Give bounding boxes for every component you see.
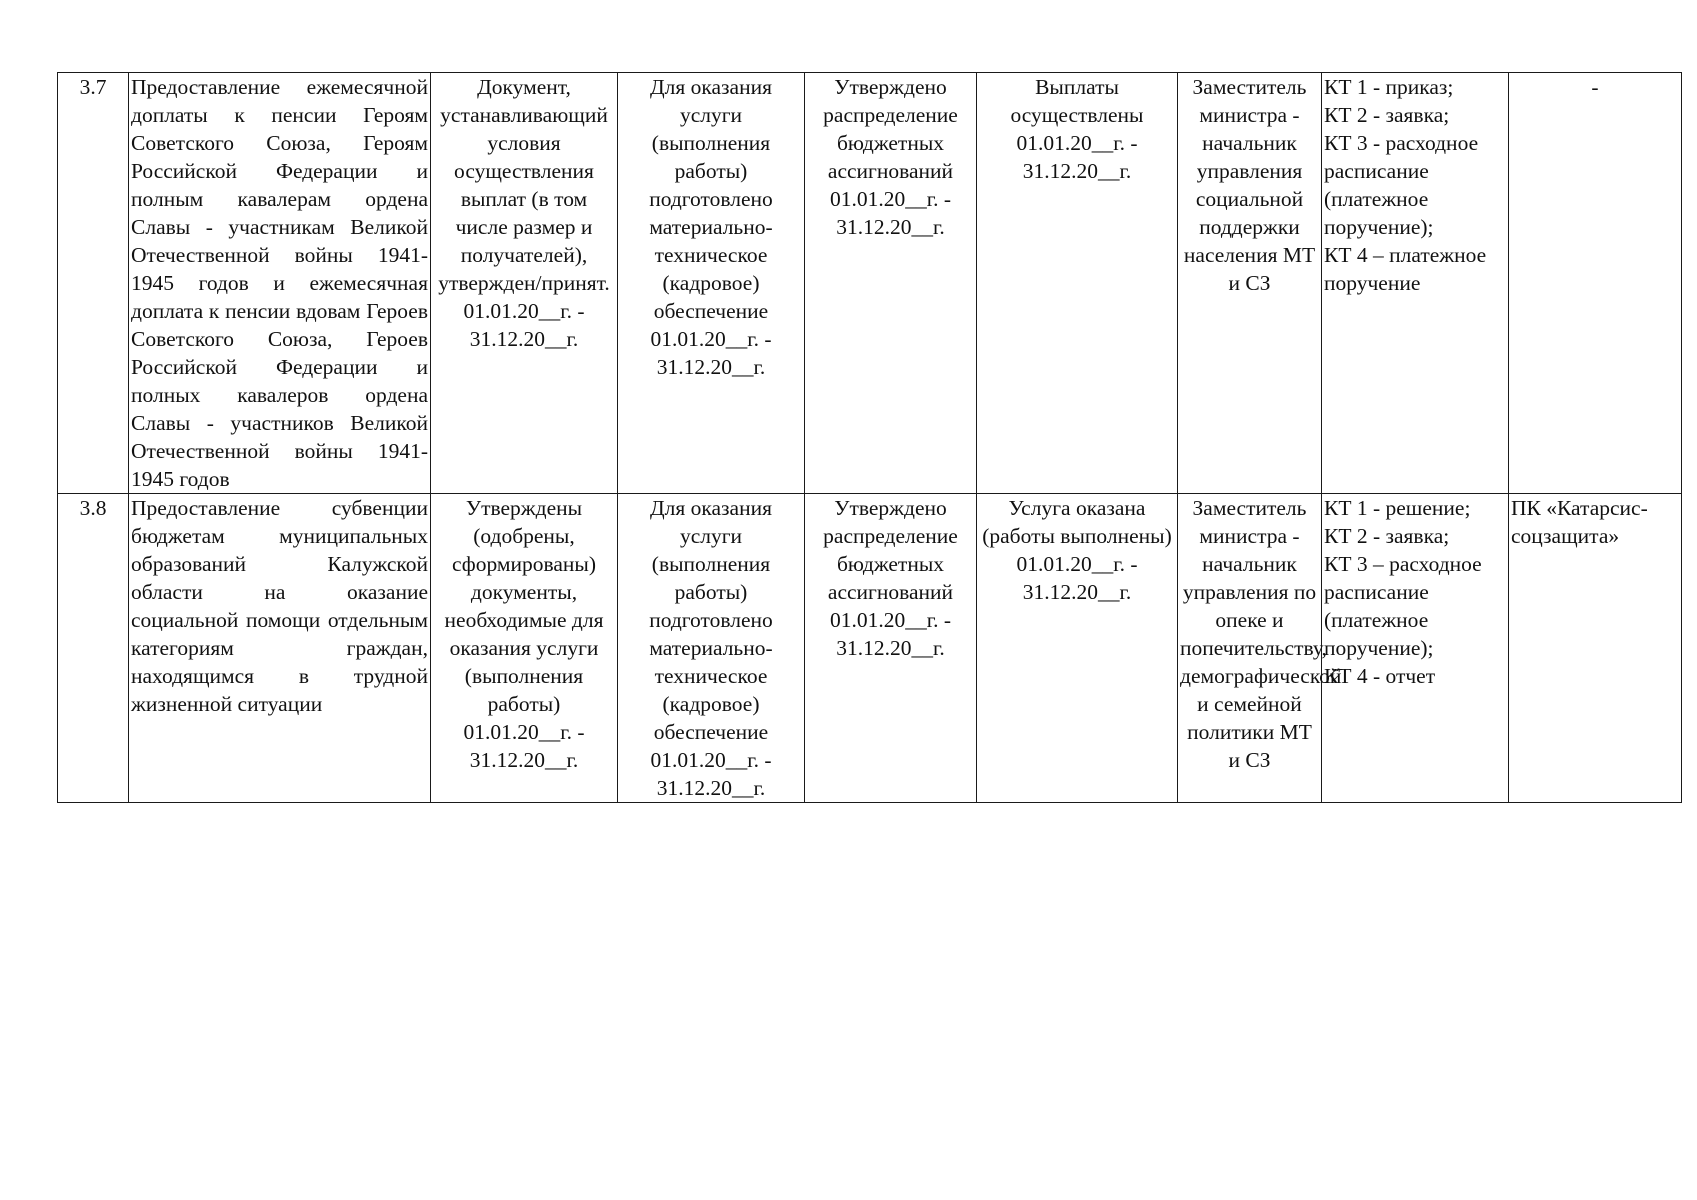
checkpoint-item: КТ 1 - приказ; [1324,75,1454,99]
preparation-cell: Для оказания услуги (выполнения работы) подготовлено материально-техническое (кадровое) обеспечение 01.01.20__г. - 31.12.20__г. [618,73,805,494]
checkpoint-item: КТ 4 – платежное поручение [1324,243,1487,295]
checkpoint-item: КТ 4 - отчет [1324,664,1436,688]
measure-name: Предоставление ежемесячной доплаты к пенсии Героям Советского Союза, Героям Российской Федерации и полным кавалерам ордена Славы - участникам Великой Отечественной войны 1941-1945 годов и ежемесячная доплата к пенсии вдовам Героев Советского Союза, Героев Российской Федерации и полных кавалеров ордена Славы - участников Великой Отечественной войны 1941-1945 годов [129,73,431,494]
result-cell: Услуга оказана (работы выполнены) 01.01.20__г. - 31.12.20__г. [977,494,1178,803]
responsible-cell: Заместитель министра - начальник управления по опеке и попечительству, демографической и семейной политики МТ и СЗ [1178,494,1322,803]
budget-cell: Утверждено распределение бюджетных ассигнований 01.01.20__г. - 31.12.20__г. [805,494,977,803]
table-row [58,494,1682,803]
checkpoints-cell [1322,494,1509,803]
budget-cell: Утверждено распределение бюджетных ассигнований 01.01.20__г. - 31.12.20__г. [805,73,977,494]
checkpoints-cell [1322,73,1509,494]
checkpoint-item: КТ 1 - решение; [1324,496,1471,520]
preparation-cell: Для оказания услуги (выполнения работы) подготовлено материально-техническое (кадровое) обеспечение 01.01.20__г. - 31.12.20__г. [618,494,805,803]
checkpoint-item: КТ 3 – расходное расписание (платежное поручение); [1324,552,1482,660]
document-cell: Утверждены (одобрены, сформированы) документы, необходимые для оказания услуги (выполнения работы) 01.01.20__г. - 31.12.20__г. [431,494,618,803]
checkpoint-item: КТ 2 - заявка; [1324,103,1450,127]
document-cell: Документ, устанавливающий условия осуществления выплат (в том числе размер и получателей), утвержден/принят. 01.01.20__г. - 31.12.20__г. [431,73,618,494]
table-row [58,73,1682,494]
system-cell: ПК «Катарсис-соцзащита» [1509,494,1682,803]
checkpoint-item: КТ 3 - расходное расписание (платежное поручение); [1324,131,1479,239]
row-number: 3.8 [58,494,129,803]
result-cell: Выплаты осуществлены 01.01.20__г. - 31.12.20__г. [977,73,1178,494]
measure-name: Предоставление субвенции бюджетам муниципальных образований Калужской области на оказание социальной помощи отдельным категориям граждан, находящимся в трудной жизненной ситуации [129,494,431,803]
checkpoint-item: КТ 2 - заявка; [1324,524,1450,548]
responsible-cell: Заместитель министра - начальник управления социальной поддержки населения МТ и СЗ [1178,73,1322,494]
plan-table [57,72,1682,803]
row-number: 3.7 [58,73,129,494]
system-cell: - [1509,73,1682,494]
